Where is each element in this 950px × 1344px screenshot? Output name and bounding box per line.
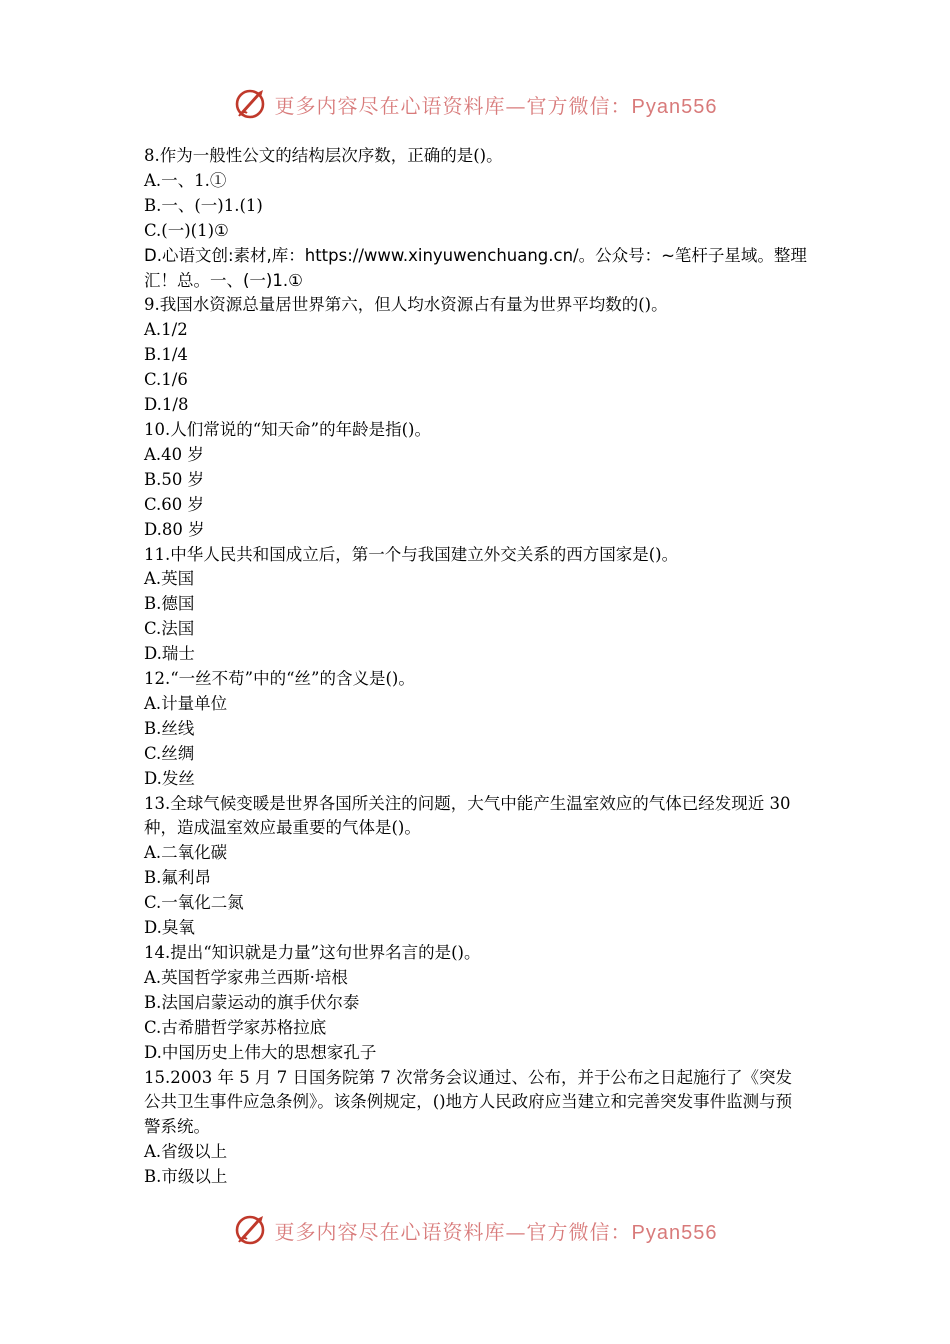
option-9c: C.1/6 (144, 370, 188, 390)
option-14a: A.英国哲学家弗兰西斯·培根 (144, 967, 348, 987)
option-14c: C.古希腊哲学家苏格拉底 (144, 1017, 327, 1037)
footer-banner-label: 更多内容尽在心语资料库—官方微信： (274, 1219, 632, 1244)
question-12: 12.“一丝不苟”中的“丝”的含义是()。 (144, 669, 415, 689)
pen-logo-icon (233, 1212, 269, 1248)
option-9b: B.1/4 (144, 345, 188, 365)
option-8a: A.一、1.① (144, 170, 227, 190)
header-banner-label: 更多内容尽在心语资料库—官方微信： (274, 93, 632, 118)
footer-banner (0, 1210, 950, 1250)
option-14d: D.中国历史上伟大的思想家孔子 (144, 1042, 377, 1062)
question-11: 11.中华人民共和国成立后，第一个与我国建立外交关系的西方国家是()。 (144, 544, 679, 564)
header-banner (0, 84, 950, 124)
option-8b: B.一、(一)1.(1) (144, 195, 263, 215)
option-12b: B.丝线 (144, 718, 195, 738)
option-12a: A.计量单位 (144, 693, 228, 713)
option-10b: B.50 岁 (144, 469, 205, 489)
question-15: 15.2003 年 5 月 7 日国务院第 7 次常务会议通过、公布，并于公布之日起施行了《突发公共卫生事件应急条例》。该条例规定，()地方人民政府应当建立和完善突发事件监测与预警系统。 (144, 1067, 793, 1137)
option-10d: D.80 岁 (144, 519, 205, 539)
option-13a: A.二氧化碳 (144, 843, 228, 863)
footer-banner-text (275, 1216, 718, 1245)
header-banner-text (275, 90, 718, 119)
question-13: 13.全球气候变暖是世界各国所关注的问题，大气中能产生温室效应的气体已经发现近 30 种，造成温室效应最重要的气体是()。 (144, 793, 791, 838)
question-list (144, 144, 808, 1190)
question-10: 10.人们常说的“知天命”的年龄是指()。 (144, 419, 431, 439)
option-9d: D.1/8 (144, 395, 189, 415)
option-14b: B.法国启蒙运动的旗手伏尔泰 (144, 992, 360, 1012)
option-12c: C.丝绸 (144, 743, 195, 763)
footer-banner-wechat: Pyan556 (631, 1221, 718, 1244)
option-8c: C.(一)(1)① (144, 220, 229, 240)
question-8: 8.作为一般性公文的结构层次序数，正确的是()。 (144, 146, 503, 165)
option-10c: C.60 岁 (144, 494, 205, 514)
option-11d: D.瑞士 (144, 644, 195, 664)
option-15a: A.省级以上 (144, 1142, 228, 1162)
option-13c: C.一氧化二氮 (144, 893, 244, 913)
option-15b: B.市级以上 (144, 1167, 228, 1187)
option-12d: D.发丝 (144, 768, 195, 788)
option-11a: A.英国 (144, 569, 195, 589)
question-14: 14.提出“知识就是力量”这句世界名言的是()。 (144, 943, 481, 962)
pen-logo-icon (233, 86, 269, 122)
option-8d: D.心语文创:素材,库：https://www.xinyuwenchuang.cn/。公众号：~笔杆子星域。整理汇！总。一、(一)1.① (144, 245, 807, 290)
option-10a: A.40 岁 (144, 444, 204, 464)
option-13b: B.氟利昂 (144, 868, 211, 888)
question-9: 9.我国水资源总量居世界第六，但人均水资源占有量为世界平均数的()。 (144, 295, 668, 315)
header-banner-wechat: Pyan556 (631, 95, 718, 118)
option-9a: A.1/2 (144, 320, 188, 340)
option-11b: B.德国 (144, 594, 195, 614)
option-13d: D.臭氧 (144, 918, 195, 938)
option-11c: C.法国 (144, 619, 195, 639)
